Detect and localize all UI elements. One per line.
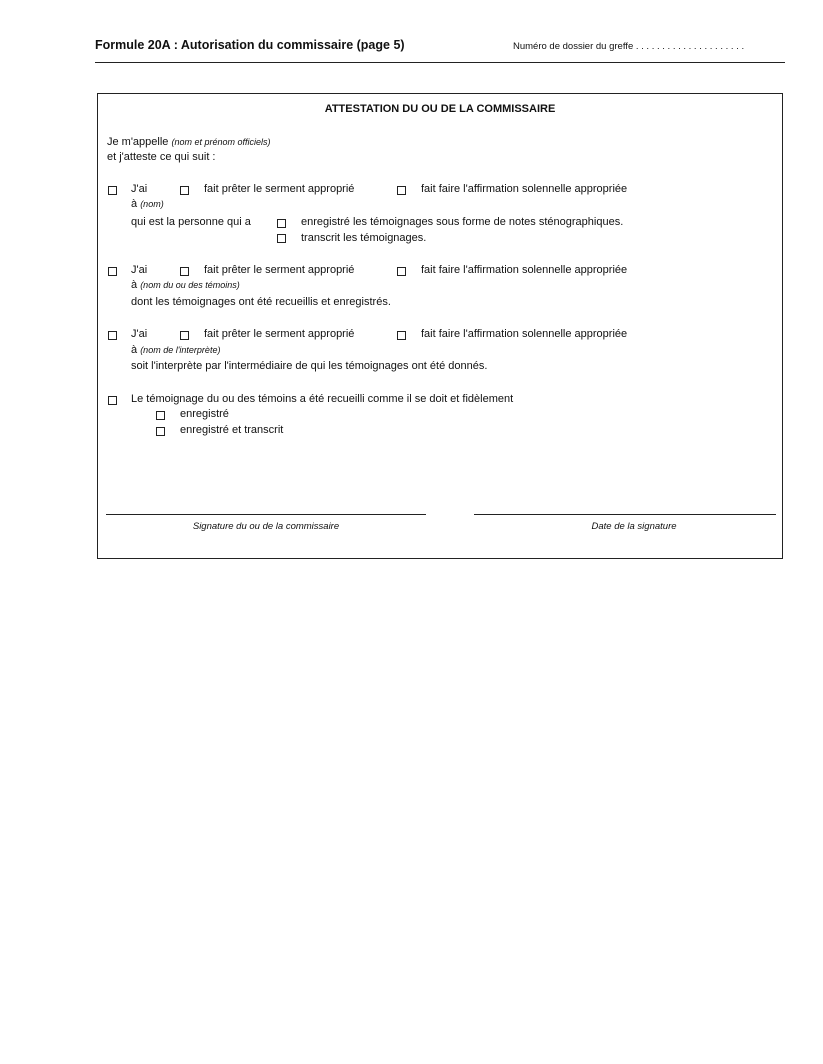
block2-jai: J'ai (131, 264, 148, 276)
attestation-box (97, 93, 783, 559)
block1-checkbox[interactable] (108, 186, 117, 195)
file-number-label: Numéro de dossier du greffe . . . . . . . . . . . . . . . . . . . . . (513, 41, 745, 52)
signature-label: Signature du ou de la commissaire (192, 521, 340, 532)
header-divider (95, 62, 785, 63)
block1-recorded-label: enregistré les témoignages sous forme de notes sténographiques. (301, 216, 624, 228)
block1-who-prefix: qui est la personne qui a (131, 216, 251, 228)
date-label: Date de la signature (591, 521, 677, 532)
block3-name-line (131, 344, 220, 356)
block4-recorded-checkbox[interactable] (156, 411, 165, 420)
signature-line[interactable] (106, 514, 426, 515)
block3-jai: J'ai (131, 328, 148, 340)
block1-oath-label: fait prêter le serment approprié (204, 183, 355, 195)
block3-checkbox[interactable] (108, 331, 117, 340)
block1-transcribed-label: transcrit les témoignages. (301, 232, 427, 244)
intro-line-2: et j'atteste ce qui suit : (107, 151, 216, 163)
form-title: Formule 20A : Autorisation du commissaire (page 5) (95, 38, 405, 52)
block1-transcribed-checkbox[interactable] (277, 234, 286, 243)
block3-closing: soit l'interprète par l'intermédiaire de qui les témoignages ont été donnés. (131, 360, 488, 372)
block1-a: à (131, 198, 141, 210)
block2-name-hint: (nom du ou des témoins) (140, 280, 240, 290)
block4-transcribed-label: enregistré et transcrit (180, 424, 284, 436)
block2-oath-label: fait prêter le serment approprié (204, 264, 355, 276)
block3-a: à (131, 344, 141, 356)
intro-prefix: Je m'appelle (107, 136, 172, 148)
block1-affirmation-checkbox[interactable] (397, 186, 406, 195)
block4-checkbox[interactable] (108, 396, 117, 405)
block3-oath-checkbox[interactable] (180, 331, 189, 340)
block1-name-line (131, 198, 164, 210)
block1-affirmation-label: fait faire l'affirmation solennelle appropriée (421, 183, 628, 195)
block2-a: à (131, 279, 141, 291)
block2-oath-checkbox[interactable] (180, 267, 189, 276)
block1-name-hint: (nom) (140, 199, 164, 209)
date-line[interactable] (474, 514, 776, 515)
block4-transcribed-checkbox[interactable] (156, 427, 165, 436)
block2-name-line (131, 279, 240, 291)
block2-affirmation-label: fait faire l'affirmation solennelle appropriée (421, 264, 628, 276)
block1-jai: J'ai (131, 183, 148, 195)
block2-closing: dont les témoignages ont été recueillis et enregistrés. (131, 296, 391, 308)
block2-checkbox[interactable] (108, 267, 117, 276)
block2-affirmation-checkbox[interactable] (397, 267, 406, 276)
block1-recorded-checkbox[interactable] (277, 219, 286, 228)
block3-name-hint: (nom de l'interprète) (140, 345, 221, 355)
attestation-title: ATTESTATION DU OU DE LA COMMISSAIRE (324, 103, 556, 115)
block3-affirmation-checkbox[interactable] (397, 331, 406, 340)
block3-affirmation-label: fait faire l'affirmation solennelle appropriée (421, 328, 628, 340)
block4-text: Le témoignage du ou des témoins a été recueilli comme il se doit et fidèlement (131, 393, 514, 405)
intro-hint: (nom et prénom officiels) (171, 137, 271, 147)
block3-oath-label: fait prêter le serment approprié (204, 328, 355, 340)
page-header (95, 38, 785, 62)
block4-recorded-label: enregistré (180, 408, 229, 420)
intro-line-1 (107, 136, 271, 148)
block1-oath-checkbox[interactable] (180, 186, 189, 195)
